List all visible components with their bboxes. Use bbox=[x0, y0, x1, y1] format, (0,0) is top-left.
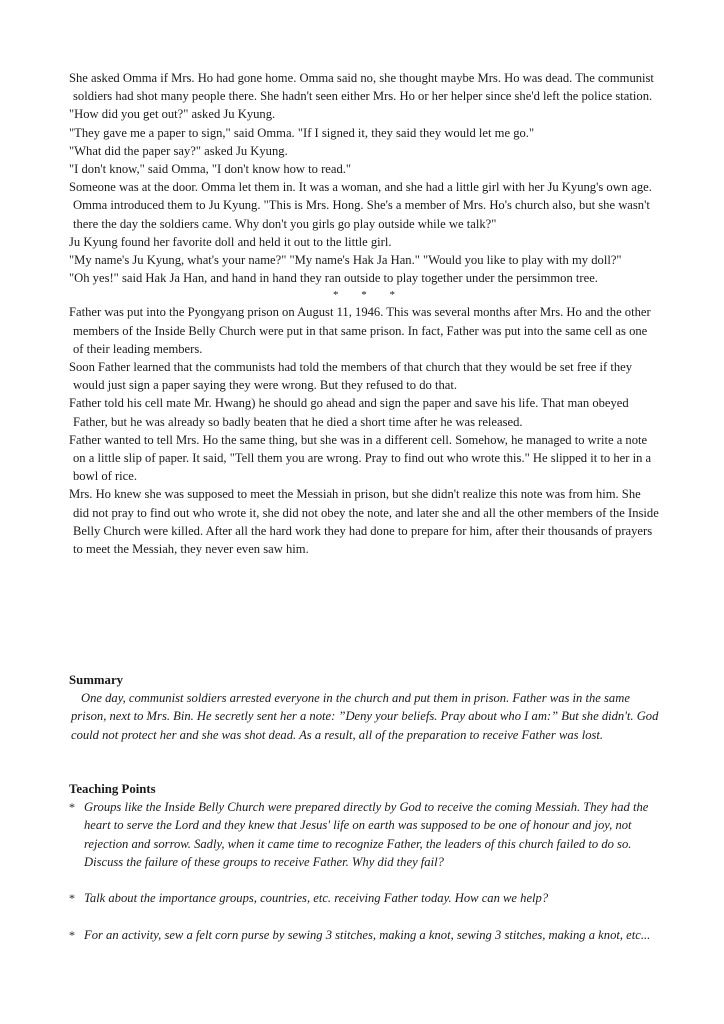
section-separator: * * * bbox=[333, 289, 405, 302]
summary-text: One day, communist soldiers arrested everyone in the church and put them in prison. Father was in the same prison, next to Mrs. Bin. He secretly sent her a note: ”Deny your beliefs. Pray about who I am:” But she didn't. God could not protect her and she was shot dead. As a result, all of the preparation to receive Father was lost. bbox=[71, 691, 659, 742]
bullet-icon: * bbox=[69, 928, 75, 943]
story-paragraph: Father wanted to tell Mrs. Ho the same thing, but she was in a different cell. Somehow, he managed to write a note on a little slip of paper. It said, "Tell them you are wrong. Pray to find out who wrote this." He slipped it to her in a bowl of rice. bbox=[69, 432, 652, 484]
summary-section bbox=[69, 671, 659, 744]
story-paragraph: Mrs. Ho knew she was supposed to meet the Messiah in prison, but she didn't realize this note was from him. She did not pray to find out who wrote it, she did not obey the note, and later she and all the other members of the Inside Belly Church were killed. After all the hard work they had done to prepare for him, after their thousands of prayers to meet the Messiah, they never even saw him. bbox=[69, 487, 659, 557]
story-paragraph: "How did you get out?" asked Ju Kyung. bbox=[69, 107, 276, 122]
story-section bbox=[69, 69, 659, 558]
story-paragraph: "I don't know," said Omma, "I don't know how to read." bbox=[69, 162, 352, 177]
story-paragraph: "They gave me a paper to sign," said Omma. "If I signed it, they said they would let me go." bbox=[69, 125, 535, 140]
teaching-point-item bbox=[69, 889, 659, 907]
teaching-point-text: Talk about the importance groups, countries, etc. receiving Father today. How can we help? bbox=[84, 891, 549, 906]
story-paragraph: Soon Father learned that the communists had told the members of that church that they would be set free if they would just sign a paper saying they were wrong. But they refused to do that. bbox=[69, 360, 633, 393]
teaching-points-section bbox=[69, 780, 659, 944]
bullet-icon: * bbox=[69, 800, 75, 815]
teaching-point-item bbox=[69, 798, 659, 871]
summary-heading: Summary bbox=[69, 673, 124, 687]
story-paragraph: Someone was at the door. Omma let them in. It was a woman, and she had a little girl with her Ju Kyung's own age. Omma introduced them to Ju Kyung. "This is Mrs. Hong. She's a member of Mrs. Ho's church also, but she wasn't there the day the soldiers came. Why don't you girls go play outside while we talk?" bbox=[69, 180, 652, 231]
story-paragraph: "Oh yes!" said Hak Ja Han, and hand in hand they ran outside to play together under the persimmon tree. bbox=[69, 271, 598, 286]
teaching-points-heading: Teaching Points bbox=[69, 782, 156, 796]
teaching-point-item bbox=[69, 926, 659, 944]
teaching-point-text: For an activity, sew a felt corn purse by sewing 3 stitches, making a knot, sewing 3 stitches, making a knot, etc... bbox=[84, 928, 651, 943]
story-paragraph: "What did the paper say?" asked Ju Kyung. bbox=[69, 143, 288, 158]
story-paragraph: Ju Kyung found her favorite doll and held it out to the little girl. bbox=[69, 234, 392, 249]
story-paragraph: Father told his cell mate Mr. Hwang) he should go ahead and sign the paper and save his life. That man obeyed Father, but he was already so badly beaten that he died a short time after he was released. bbox=[69, 396, 629, 429]
story-paragraph: Father was put into the Pyongyang prison on August 11, 1946. This was several months after Mrs. Ho and the other members of the Inside Belly Church were put in that same prison. In fact, Father was put into the same cell as one of their leading members. bbox=[69, 305, 651, 356]
story-paragraph: "My name's Ju Kyung, what's your name?" "My name's Hak Ja Han." "Would you like to play with my doll?" bbox=[69, 253, 622, 268]
bullet-icon: * bbox=[69, 891, 75, 906]
teaching-point-text: Groups like the Inside Belly Church were prepared directly by God to receive the coming Messiah. They had the heart to serve the Lord and they knew that Jesus' life on earth was supposed to be one of honour and joy, not rejection and sorrow. Sadly, when it came time to recognize Father, the leaders of this church failed to do so. Discuss the failure of these groups to receive Father. Why did they fail? bbox=[84, 800, 649, 869]
story-paragraph: She asked Omma if Mrs. Ho had gone home. Omma said no, she thought maybe Mrs. Ho was dead. The communist soldiers had shot many people there. She hadn't seen either Mrs. Ho or her helper since she'd left the police station. bbox=[69, 71, 654, 104]
